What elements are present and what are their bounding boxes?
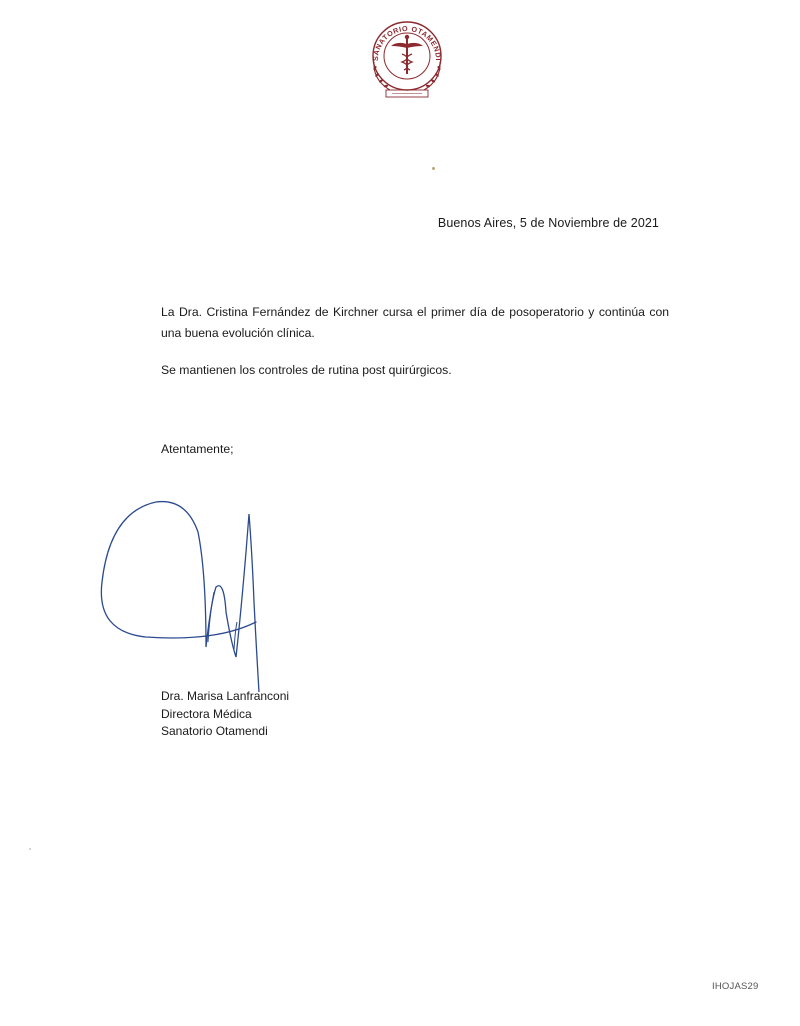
paper-speck (29, 848, 31, 850)
signer-institution: Sanatorio Otamendi (161, 724, 268, 738)
signer-title: Directora Médica (161, 706, 252, 721)
paper-speck (432, 167, 435, 170)
signature-block (161, 688, 289, 741)
sanatorio-otamendi-logo (364, 14, 450, 100)
letter-paragraph: Se mantienen los controles de rutina post quirúrgicos. (161, 363, 452, 377)
signer-name: Dra. Marisa Lanfranconi (161, 689, 290, 703)
page-code: IHOJAS29 (712, 981, 759, 992)
svg-text:SANATORIO OTAMENDI: SANATORIO OTAMENDI (370, 23, 444, 62)
handwritten-signature (96, 492, 276, 692)
letter-paragraph: La Dra. Cristina Fernández de Kirchner cursa el primer día de posoperatorio y continúa con una buena evolución clínica. (161, 305, 669, 340)
letter-date: Buenos Aires, 5 de Noviembre de 2021 (437, 216, 659, 230)
letter-closing: Atentamente; (161, 442, 234, 456)
